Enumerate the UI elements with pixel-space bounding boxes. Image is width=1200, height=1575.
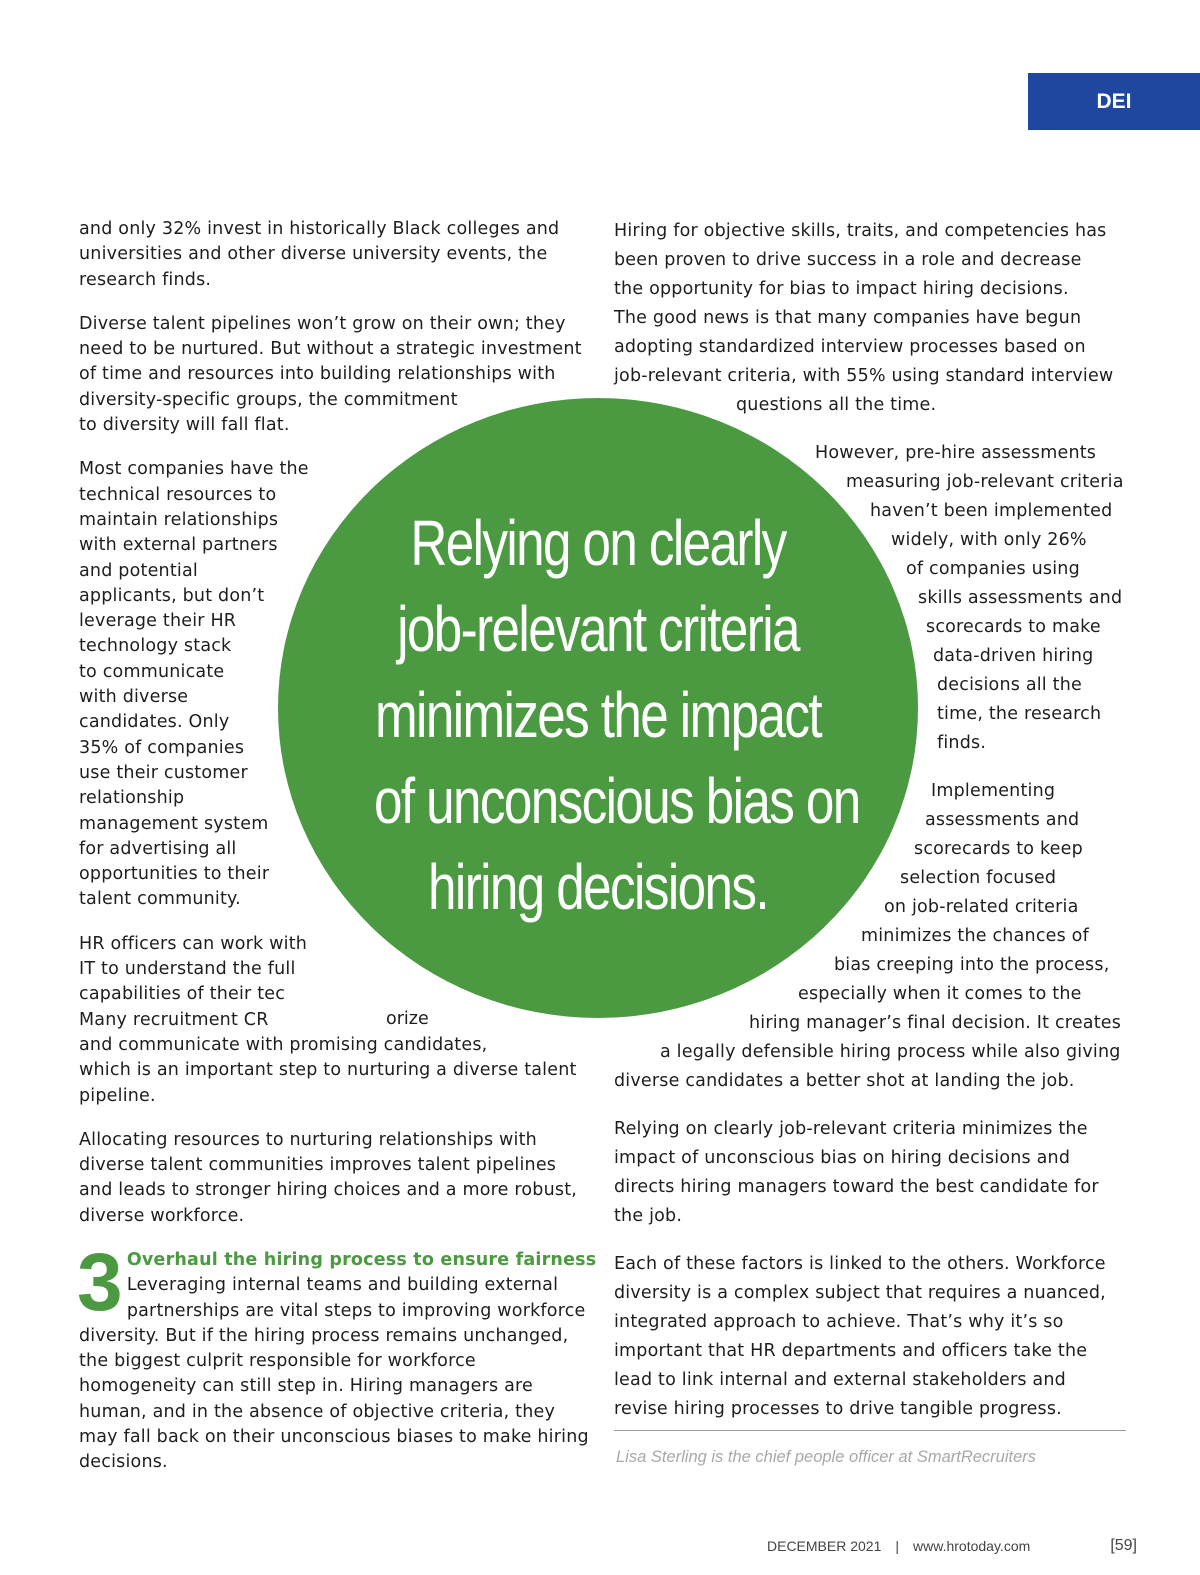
drop-cap-number: 3	[77, 1236, 123, 1328]
text-line: measuring job-relevant criteria	[846, 472, 1124, 492]
text-line: the biggest culprit responsible for workforce	[79, 1351, 476, 1372]
text-line: 35% of companies	[79, 737, 245, 758]
text-line: applicants, but don’t	[79, 585, 265, 606]
text-line: assessments and	[925, 810, 1080, 830]
text-line: research finds.	[79, 269, 212, 290]
right-paragraph-5	[614, 1250, 1134, 1424]
text-line: been proven to drive success in a role and decrease	[614, 250, 1082, 270]
text-line: talent community.	[79, 889, 241, 910]
text-line: management system	[79, 813, 269, 834]
text-line: Hiring for objective skills, traits, and competencies has	[614, 221, 1107, 241]
text-line: may fall back on their unconscious biases to make hiring	[79, 1427, 589, 1448]
text-line: to diversity will fall flat.	[79, 415, 290, 436]
text-line: diverse candidates a better shot at landing the job.	[614, 1071, 1075, 1091]
text-line: decisions.	[79, 1452, 168, 1473]
text-line: with external partners	[79, 535, 278, 556]
text-line: candidates. Only	[79, 712, 230, 733]
text-line: important that HR departments and officers take the	[614, 1341, 1088, 1361]
text-line: Many recruitment CR	[79, 1009, 269, 1030]
text-line: and potential	[79, 560, 198, 581]
text-line: HR officers can work with	[79, 933, 308, 954]
text-line: time, the research	[937, 704, 1102, 724]
right-paragraph-1	[614, 217, 1134, 420]
text-line: revise hiring processes to drive tangible progress.	[614, 1399, 1062, 1419]
text-line: diversity is a complex subject that requires a nuanced,	[614, 1283, 1106, 1303]
page-number: [59]	[1110, 1537, 1137, 1554]
text-line: homogeneity can still step in. Hiring managers are	[79, 1376, 534, 1397]
text-line: finds.	[937, 733, 987, 753]
text-line: job-relevant criteria, with 55% using standard interview	[614, 366, 1114, 386]
text-line: use their customer	[79, 762, 248, 783]
text-line: especially when it comes to the	[798, 984, 1082, 1004]
text-line: universities and other diverse university events, the	[79, 244, 548, 265]
text-line: pipeline.	[79, 1085, 156, 1106]
text-line: diverse talent communities improves talent pipelines	[79, 1155, 557, 1176]
text-line: impact of unconscious bias on hiring decisions and	[614, 1148, 1071, 1168]
text-line: decisions all the	[937, 675, 1082, 695]
text-line: capabilities of their tec	[79, 984, 286, 1005]
text-line: the opportunity for bias to impact hiring decisions.	[614, 279, 1069, 299]
text-line: The good news is that many companies have begun	[614, 308, 1082, 328]
text-line: opportunities to their	[79, 864, 270, 885]
right-paragraph-4	[614, 1115, 1134, 1231]
text-line: and communicate with promising candidates,	[79, 1034, 488, 1055]
text-line: a legally defensible hiring process while also giving	[660, 1042, 1121, 1062]
text-line: technical resources to	[79, 484, 277, 505]
text-line: haven’t been implemented	[870, 501, 1113, 521]
text-line: and leads to stronger hiring choices and a more robust,	[79, 1180, 578, 1201]
text-line: data-driven hiring	[933, 646, 1094, 666]
text-line: lead to link internal and external stakeholders and	[614, 1370, 1066, 1390]
text-line: of time and resources into building relationships with	[79, 364, 556, 385]
text-line: widely, with only 26%	[891, 530, 1087, 550]
text-line: of companies using	[906, 559, 1080, 579]
text-line: and only 32% invest in historically Black colleges and	[79, 219, 560, 239]
author-byline: Lisa Sterling is the chief people officer at SmartRecruiters	[616, 1448, 1037, 1466]
text-line: relationship	[79, 788, 185, 809]
text-line: which is an important step to nurturing a diverse talent	[79, 1060, 577, 1081]
text-line: However, pre-hire assessments	[815, 443, 1097, 463]
text-line: adopting standardized interview processes based on	[614, 337, 1086, 357]
divider-rule	[614, 1430, 1126, 1431]
text-line: Diverse talent pipelines won’t grow on their own; they	[79, 313, 566, 334]
text-line: diversity. But if the hiring process remains unchanged,	[79, 1325, 569, 1346]
text-line: questions all the time.	[736, 395, 937, 415]
text-line: Each of these factors is linked to the others. Workforce	[614, 1254, 1106, 1274]
text-line: with diverse	[79, 687, 189, 708]
section-heading: Overhaul the hiring process to ensure fairness	[126, 1249, 597, 1270]
text-line: partnerships are vital steps to improving workforce	[126, 1300, 586, 1321]
footer-separator: |	[895, 1538, 900, 1554]
text-line: leverage their HR	[79, 611, 237, 632]
text-line: need to be nurtured. But without a strategic investment	[79, 339, 582, 360]
text-line: skills assessments and	[918, 588, 1123, 608]
section-3	[77, 1236, 599, 1476]
text-line: integrated approach to achieve. That’s why it’s so	[614, 1312, 1064, 1332]
text-line: Leveraging internal teams and building external	[126, 1275, 559, 1296]
footer-url[interactable]: www.hrotoday.com	[913, 1538, 1031, 1554]
text-line: hiring manager’s final decision. It creates	[749, 1013, 1122, 1033]
pull-quote	[374, 500, 860, 930]
text-line: Implementing	[931, 781, 1056, 801]
text-line: Relying on clearly job-relevant criteria minimizes the	[614, 1119, 1088, 1139]
text-line: directs hiring managers toward the best candidate for	[614, 1177, 1099, 1197]
text-line: human, and in the absence of objective criteria, they	[79, 1401, 556, 1422]
text-line: selection focused	[900, 868, 1057, 888]
left-paragraph-1	[79, 217, 599, 293]
text-line: the job.	[614, 1206, 683, 1226]
text-line: to communicate	[79, 661, 225, 682]
text-line: diversity-specific groups, the commitment	[79, 389, 458, 410]
pull-quote-line: hiring decisions.	[428, 851, 768, 923]
section-tab-dei: DEI	[1028, 73, 1200, 130]
text-line: diverse workforce.	[79, 1205, 245, 1226]
text-line: Most companies have the	[79, 459, 309, 480]
left-paragraph-5	[79, 1128, 599, 1229]
text-line: maintain relationships	[79, 509, 279, 530]
pull-quote-line: Relying on clearly	[410, 507, 786, 579]
text-line: minimizes the chances of	[861, 926, 1089, 946]
partial-word-fragment: orize	[386, 1009, 429, 1029]
text-line: scorecards to keep	[914, 839, 1083, 859]
text-line: scorecards to make	[926, 617, 1101, 637]
page-footer	[767, 1537, 1137, 1555]
text-line: for advertising all	[79, 838, 237, 859]
text-line: on job-related criteria	[884, 897, 1079, 917]
pull-quote-line: minimizes the impact	[375, 679, 821, 751]
footer-date: DECEMBER 2021	[767, 1538, 882, 1554]
text-line: Allocating resources to nurturing relationships with	[79, 1129, 537, 1150]
text-line: bias creeping into the process,	[834, 955, 1110, 975]
pull-quote-line: job-relevant criteria	[397, 593, 799, 665]
text-line: technology stack	[79, 636, 232, 657]
pull-quote-line: of unconscious bias on	[374, 765, 860, 837]
text-line: IT to understand the full	[79, 959, 296, 980]
